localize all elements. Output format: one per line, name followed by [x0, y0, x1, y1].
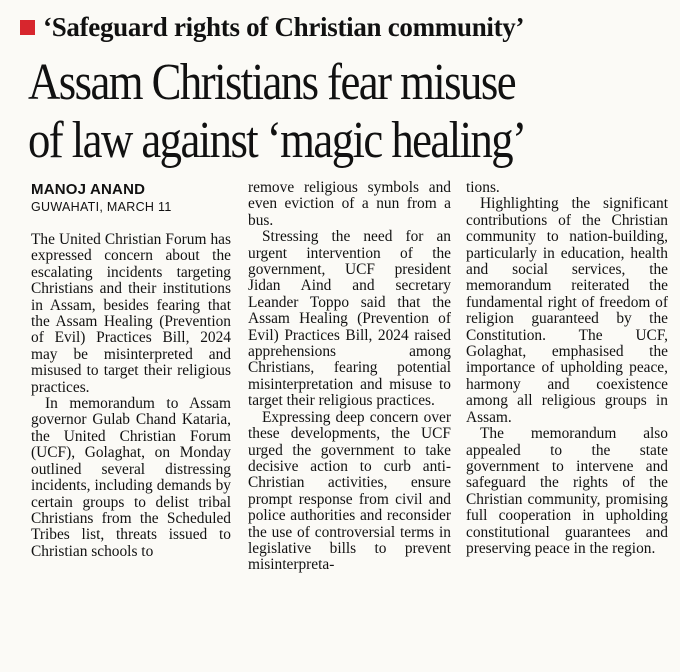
- column-1: [31, 232, 231, 560]
- column-2: [248, 180, 451, 574]
- dateline: GUWAHATI, MARCH 11: [31, 200, 172, 214]
- paragraph: Expressing deep concern over these developments, the UCF urged the government to take decisive action to curb anti-Christian activities, ensure prompt response from civil and police authorities and reconsider the use of controversial terms in legislative bills to prevent misinterpreta-: [248, 408, 451, 574]
- headline-line-1: Assam Christians fear misuse: [28, 54, 516, 111]
- kicker: [20, 10, 670, 44]
- red-square-bullet-icon: [20, 20, 35, 35]
- headline-line-2: of law against ‘magic healing’: [28, 112, 526, 169]
- paragraph: In memorandum to Assam governor Gulab Chand Kataria, the United Christian Forum (UCF), Golaghat, on Monday outlined several distressing incidents, including demands by certain groups to delist tribal Christians from the Scheduled Tribes list, threats issued to Christian schools to: [31, 395, 231, 560]
- paragraph: Stressing the need for an urgent intervention of the government, UCF president Jidan Aind and secretary Leander Toppo said that the Assam Healing (Prevention of Evil) Practices Bill, 2024 raised apprehensions among Christians, fearing potential misinterpretation and misuse to target their religious practices.: [248, 228, 451, 410]
- paragraph: The memorandum also appealed to the state government to intervene and safeguard the rights of the Christian community, promising full cooperation in upholding constitutional guarantees and preserving peace in the region.: [466, 425, 668, 557]
- paragraph: Highlighting the significant contributions of the Christian community to nation-building, particularly in education, health and social services, the memorandum reiterated the fundamental right of freedom of religion guaranteed by the Constitution. The UCF, Golaghat, emphasised the importance of upholding peace, harmony and coexistence among all religious groups in Assam.: [466, 195, 668, 426]
- paragraph: remove religious symbols and even eviction of a nun from a bus.: [248, 179, 451, 229]
- kicker-text: ‘Safeguard rights of Christian community’: [43, 12, 525, 42]
- paragraph: tions.: [466, 179, 500, 196]
- byline: [31, 180, 241, 216]
- paragraph: The United Christian Forum has expressed concern about the escalating incidents targeting Christians and their institutions in Assam, besides fearing that the Assam Healing (Prevention of Evil) Practices Bill, 2024 may be misinterpreted and misused to target their religious practices.: [31, 231, 231, 396]
- author: MANOJ ANAND: [31, 181, 146, 198]
- headline: [28, 54, 583, 170]
- column-3: [466, 180, 668, 557]
